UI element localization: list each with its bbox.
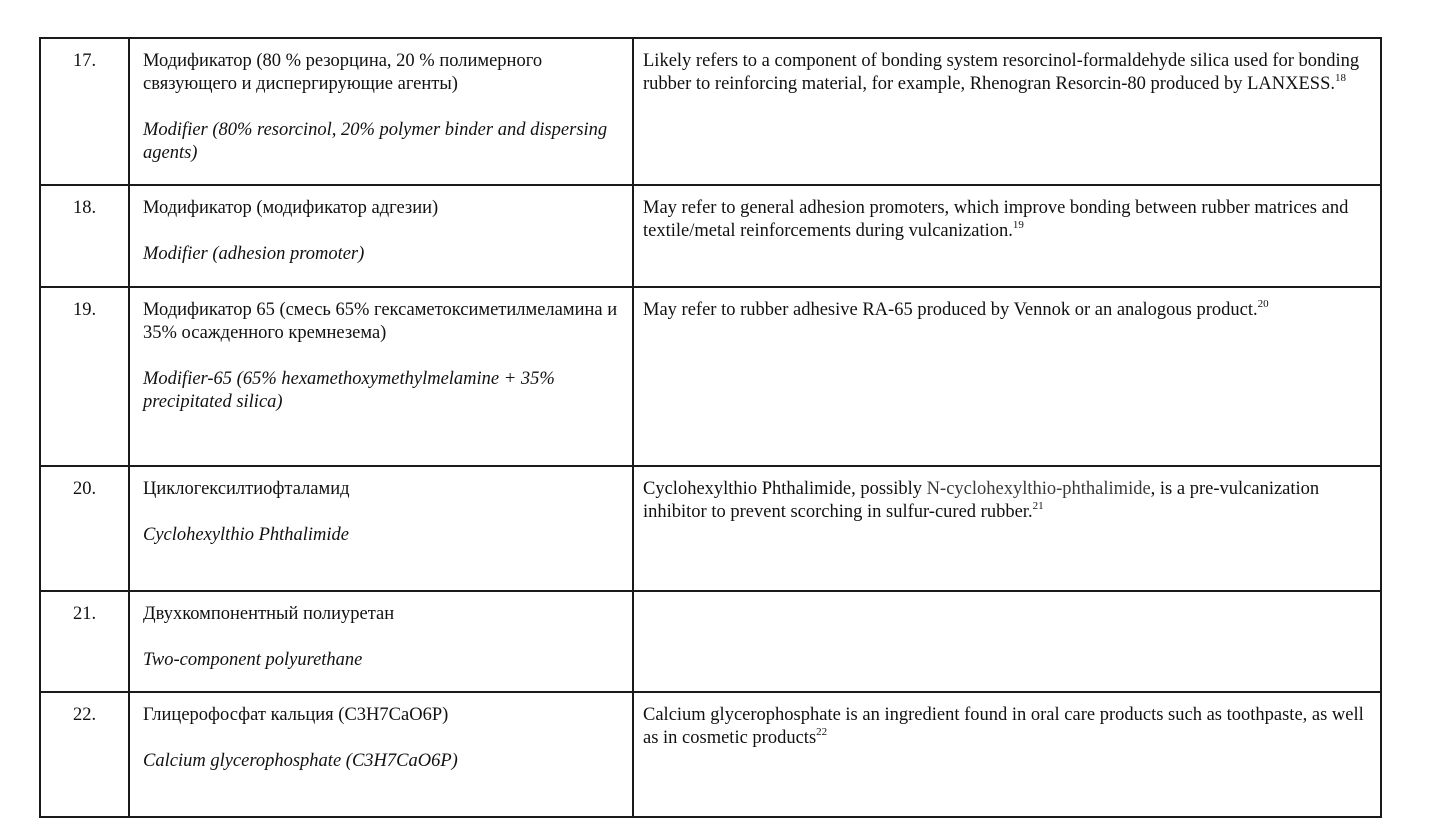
term-russian: Двухкомпонентный полиуретан	[143, 604, 395, 624]
term-cell	[129, 591, 633, 692]
term-english: Two-component polyurethane	[143, 650, 363, 670]
footnote-ref[interactable]: 21	[1032, 499, 1044, 512]
term-english: Modifier (80% resorcinol, 20% polymer binder and dispersing agents)	[143, 120, 608, 163]
note-cell	[633, 38, 1381, 185]
table-row	[40, 466, 1381, 591]
table-row	[40, 287, 1381, 466]
note-text: May refer to rubber adhesive RA-65 produced by Vennok or an analogous product.	[643, 300, 1258, 320]
note-text: May refer to general adhesion promoters, which improve bonding between rubber matrices and textile/metal reinforcements during vulcanization.	[643, 198, 1349, 241]
footnote-ref[interactable]: 22	[816, 725, 828, 738]
note-cell	[633, 466, 1381, 591]
table-row	[40, 38, 1381, 185]
term-english: Modifier-65 (65% hexamethoxymethylmelamine + 35% precipitated silica)	[143, 369, 555, 412]
term-russian: Циклогексилтиофталамид	[143, 479, 350, 499]
term-cell	[129, 287, 633, 466]
term-russian: Модификатор (80 % резорцина, 20 % полимерного связующего и диспергирующие агенты)	[143, 51, 543, 94]
row-number: 18.	[40, 185, 129, 287]
footnote-ref[interactable]: 20	[1257, 297, 1269, 310]
table-row	[40, 591, 1381, 692]
term-english: Calcium glycerophosphate (C3H7CaO6P)	[143, 751, 458, 771]
term-russian: Глицерофосфат кальция (C3H7CaO6P)	[143, 705, 449, 725]
table-row	[40, 185, 1381, 287]
row-number: 17.	[40, 38, 129, 185]
term-cell	[129, 185, 633, 287]
row-number: 20.	[40, 466, 129, 591]
footnote-ref[interactable]: 18	[1335, 71, 1347, 84]
note-text: , is a pre-vulcanization inhibitor to prevent scorching in sulfur-cured rubber.	[643, 479, 1320, 522]
term-russian: Модификатор (модификатор адгезии)	[143, 198, 439, 218]
note-cell-empty	[633, 591, 1381, 692]
glossary-table	[39, 37, 1382, 818]
note-text: Calcium glycerophosphate is an ingredient found in oral care products such as toothpaste, as well as in cosmetic products	[643, 705, 1364, 748]
term-cell	[129, 38, 633, 185]
row-number: 22.	[40, 692, 129, 817]
note-cell	[633, 185, 1381, 287]
row-number: 21.	[40, 591, 129, 692]
term-cell	[129, 466, 633, 591]
row-number: 19.	[40, 287, 129, 466]
table-row	[40, 692, 1381, 817]
note-text: Likely refers to a component of bonding system resorcinol-formaldehyde silica used for bonding rubber to reinforcing material, for example, Rhenogran Resorcin-80 produced by LANXESS.	[643, 51, 1360, 94]
chemical-name-link[interactable]: N-cyclohexylthio-phthalimide	[926, 479, 1151, 499]
note-text: Cyclohexylthio Phthalimide, possibly	[643, 479, 927, 499]
note-cell	[633, 692, 1381, 817]
term-english: Cyclohexylthio Phthalimide	[143, 525, 350, 545]
note-cell	[633, 287, 1381, 466]
term-cell	[129, 692, 633, 817]
footnote-ref[interactable]: 19	[1012, 218, 1024, 231]
term-russian: Модификатор 65 (смесь 65% гексаметоксиметилмеламина и 35% осажденного кремнезема)	[143, 300, 618, 343]
term-english: Modifier (adhesion promoter)	[143, 244, 365, 264]
